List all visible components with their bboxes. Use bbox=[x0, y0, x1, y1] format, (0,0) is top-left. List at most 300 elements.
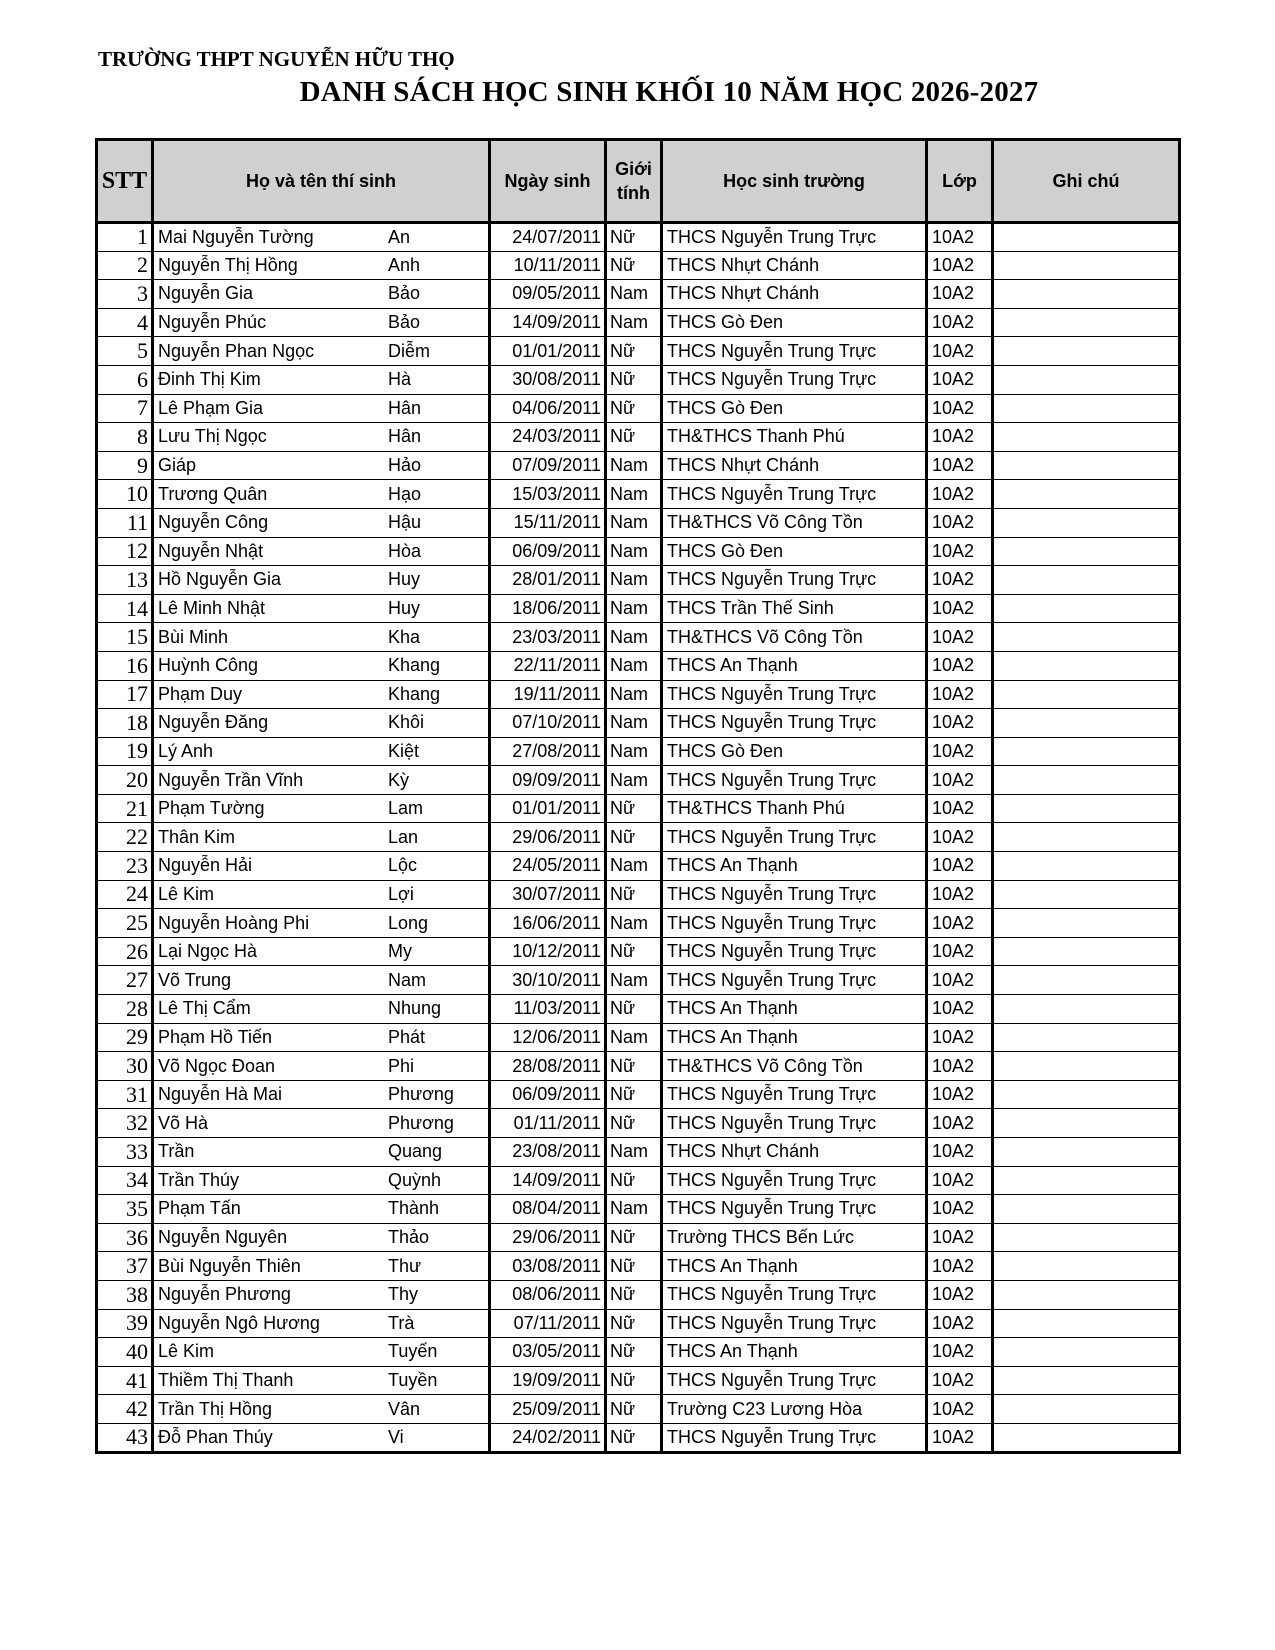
cell-class: 10A2 bbox=[927, 566, 993, 595]
cell-school: TH&THCS Thanh Phú bbox=[662, 423, 927, 452]
cell-class: 10A2 bbox=[927, 794, 993, 823]
table-row bbox=[97, 223, 1180, 252]
table-row bbox=[97, 766, 1180, 795]
student-table bbox=[95, 138, 1181, 1454]
cell-last-name: Trương Quân bbox=[158, 483, 268, 504]
cell-name bbox=[153, 280, 490, 309]
cell-school: THCS An Thạnh bbox=[662, 995, 927, 1024]
table-row bbox=[97, 852, 1180, 881]
cell-last-name: Nguyễn Phương bbox=[158, 1284, 291, 1305]
cell-dob: 01/11/2011 bbox=[490, 1109, 606, 1138]
cell-stt: 23 bbox=[97, 852, 153, 881]
table-row bbox=[97, 1052, 1180, 1081]
cell-name bbox=[153, 594, 490, 623]
cell-class: 10A2 bbox=[927, 995, 993, 1024]
cell-last-name: Giáp bbox=[158, 455, 197, 476]
cell-first-name: Phi bbox=[388, 1055, 415, 1076]
cell-sex: Nữ bbox=[606, 823, 662, 852]
cell-school: TH&THCS Võ Công Tồn bbox=[662, 1052, 927, 1081]
cell-school: THCS Nguyễn Trung Trực bbox=[662, 566, 927, 595]
cell-first-name: Hòa bbox=[388, 540, 422, 561]
cell-first-name: Hà bbox=[388, 369, 412, 390]
cell-school: THCS Nguyễn Trung Trực bbox=[662, 709, 927, 738]
cell-first-name: Thành bbox=[388, 1198, 440, 1219]
cell-sex: Nữ bbox=[606, 880, 662, 909]
table-row bbox=[97, 480, 1180, 509]
cell-stt: 6 bbox=[97, 365, 153, 394]
cell-sex: Nữ bbox=[606, 1280, 662, 1309]
cell-school: THCS Nguyễn Trung Trực bbox=[662, 1309, 927, 1338]
cell-class: 10A2 bbox=[927, 651, 993, 680]
table-row bbox=[97, 365, 1180, 394]
header-stt: STT bbox=[97, 140, 153, 223]
cell-school: THCS Gò Đen bbox=[662, 308, 927, 337]
table-header-row bbox=[97, 140, 1180, 223]
cell-last-name: Nguyễn Phúc bbox=[158, 312, 267, 333]
table-row bbox=[97, 880, 1180, 909]
table-row bbox=[97, 566, 1180, 595]
cell-school: THCS Nguyễn Trung Trực bbox=[662, 1423, 927, 1452]
cell-stt: 34 bbox=[97, 1166, 153, 1195]
cell-sex: Nam bbox=[606, 709, 662, 738]
cell-first-name: Lam bbox=[388, 798, 424, 819]
cell-name bbox=[153, 1366, 490, 1395]
header-sex: Giới tính bbox=[606, 140, 662, 223]
cell-dob: 18/06/2011 bbox=[490, 594, 606, 623]
cell-school: THCS Nguyễn Trung Trực bbox=[662, 1166, 927, 1195]
cell-school: THCS An Thạnh bbox=[662, 1252, 927, 1281]
cell-last-name: Hồ Nguyễn Gia bbox=[158, 569, 282, 590]
cell-sex: Nữ bbox=[606, 337, 662, 366]
cell-first-name: Kha bbox=[388, 626, 421, 647]
cell-first-name: Vân bbox=[388, 1398, 421, 1419]
cell-name bbox=[153, 480, 490, 509]
cell-last-name: Nguyễn Nguyên bbox=[158, 1227, 288, 1248]
cell-stt: 26 bbox=[97, 937, 153, 966]
cell-school: THCS Nguyễn Trung Trực bbox=[662, 823, 927, 852]
cell-last-name: Lê Phạm Gia bbox=[158, 397, 264, 418]
cell-sex: Nam bbox=[606, 852, 662, 881]
cell-first-name: Hân bbox=[388, 426, 422, 447]
cell-stt: 40 bbox=[97, 1338, 153, 1367]
cell-school: THCS Nhựt Chánh bbox=[662, 1138, 927, 1167]
cell-dob: 15/11/2011 bbox=[490, 508, 606, 537]
cell-note bbox=[993, 766, 1180, 795]
cell-note bbox=[993, 680, 1180, 709]
cell-sex: Nữ bbox=[606, 423, 662, 452]
cell-note bbox=[993, 794, 1180, 823]
cell-note bbox=[993, 1195, 1180, 1224]
cell-stt: 3 bbox=[97, 280, 153, 309]
cell-last-name: Đinh Thị Kim bbox=[158, 369, 261, 390]
cell-name bbox=[153, 937, 490, 966]
cell-note bbox=[993, 394, 1180, 423]
cell-last-name: Nguyễn Hải bbox=[158, 855, 253, 876]
cell-last-name: Thân Kim bbox=[158, 826, 236, 847]
cell-school: THCS Nguyễn Trung Trực bbox=[662, 766, 927, 795]
cell-last-name: Lê Kim bbox=[158, 883, 215, 904]
cell-sex: Nam bbox=[606, 766, 662, 795]
cell-dob: 23/03/2011 bbox=[490, 623, 606, 652]
cell-school: THCS Nguyễn Trung Trực bbox=[662, 1109, 927, 1138]
cell-last-name: Lê Minh Nhật bbox=[158, 598, 266, 619]
cell-sex: Nam bbox=[606, 651, 662, 680]
cell-first-name: Hân bbox=[388, 397, 422, 418]
cell-class: 10A2 bbox=[927, 823, 993, 852]
cell-class: 10A2 bbox=[927, 1023, 993, 1052]
cell-class: 10A2 bbox=[927, 1309, 993, 1338]
cell-stt: 7 bbox=[97, 394, 153, 423]
cell-school: THCS Nguyễn Trung Trực bbox=[662, 1195, 927, 1224]
document-title: DANH SÁCH HỌC SINH KHỐI 10 NĂM HỌC 2026-2027 bbox=[299, 76, 1039, 108]
cell-school: THCS An Thạnh bbox=[662, 1338, 927, 1367]
cell-stt: 19 bbox=[97, 737, 153, 766]
cell-last-name: Trần Thị Hồng bbox=[158, 1398, 273, 1419]
cell-last-name: Phạm Hồ Tiến bbox=[158, 1026, 273, 1047]
cell-name bbox=[153, 1309, 490, 1338]
cell-class: 10A2 bbox=[927, 423, 993, 452]
table-row bbox=[97, 1109, 1180, 1138]
cell-sex: Nam bbox=[606, 737, 662, 766]
cell-note bbox=[993, 852, 1180, 881]
header-name: Họ và tên thí sinh bbox=[153, 140, 490, 223]
table-row bbox=[97, 1023, 1180, 1052]
cell-note bbox=[993, 223, 1180, 252]
cell-last-name: Nguyễn Nhật bbox=[158, 540, 264, 561]
cell-dob: 24/07/2011 bbox=[490, 223, 606, 252]
cell-stt: 9 bbox=[97, 451, 153, 480]
cell-class: 10A2 bbox=[927, 680, 993, 709]
cell-class: 10A2 bbox=[927, 337, 993, 366]
cell-stt: 14 bbox=[97, 594, 153, 623]
cell-stt: 24 bbox=[97, 880, 153, 909]
cell-first-name: Phương bbox=[388, 1084, 454, 1105]
cell-class: 10A2 bbox=[927, 223, 993, 252]
cell-dob: 06/09/2011 bbox=[490, 1080, 606, 1109]
cell-sex: Nữ bbox=[606, 365, 662, 394]
cell-first-name: Hậu bbox=[388, 512, 422, 533]
cell-sex: Nam bbox=[606, 308, 662, 337]
cell-name bbox=[153, 623, 490, 652]
cell-last-name: Lê Kim bbox=[158, 1341, 215, 1362]
cell-name bbox=[153, 508, 490, 537]
cell-dob: 28/08/2011 bbox=[490, 1052, 606, 1081]
cell-note bbox=[993, 995, 1180, 1024]
cell-name bbox=[153, 394, 490, 423]
cell-note bbox=[993, 880, 1180, 909]
cell-class: 10A2 bbox=[927, 880, 993, 909]
cell-class: 10A2 bbox=[927, 909, 993, 938]
table-row bbox=[97, 1395, 1180, 1424]
cell-note bbox=[993, 508, 1180, 537]
cell-last-name: Phạm Tấn bbox=[158, 1198, 241, 1219]
cell-dob: 07/10/2011 bbox=[490, 709, 606, 738]
cell-stt: 20 bbox=[97, 766, 153, 795]
cell-first-name: Tuyền bbox=[388, 1370, 438, 1391]
cell-sex: Nam bbox=[606, 594, 662, 623]
cell-note bbox=[993, 1252, 1180, 1281]
table-row bbox=[97, 1080, 1180, 1109]
cell-sex: Nam bbox=[606, 566, 662, 595]
cell-sex: Nam bbox=[606, 480, 662, 509]
cell-sex: Nam bbox=[606, 680, 662, 709]
cell-note bbox=[993, 280, 1180, 309]
cell-note bbox=[993, 451, 1180, 480]
table-row bbox=[97, 1223, 1180, 1252]
cell-stt: 12 bbox=[97, 537, 153, 566]
cell-school: THCS Gò Đen bbox=[662, 394, 927, 423]
cell-first-name: Huy bbox=[388, 569, 421, 590]
cell-note bbox=[993, 651, 1180, 680]
cell-stt: 28 bbox=[97, 995, 153, 1024]
cell-first-name: Anh bbox=[388, 254, 421, 275]
table-row bbox=[97, 594, 1180, 623]
cell-stt: 30 bbox=[97, 1052, 153, 1081]
cell-first-name: Thư bbox=[388, 1255, 422, 1276]
cell-last-name: Nguyễn Hà Mai bbox=[158, 1084, 283, 1105]
cell-dob: 08/06/2011 bbox=[490, 1280, 606, 1309]
table-row bbox=[97, 1309, 1180, 1338]
table-row bbox=[97, 280, 1180, 309]
table-row bbox=[97, 1252, 1180, 1281]
cell-stt: 32 bbox=[97, 1109, 153, 1138]
cell-dob: 03/05/2011 bbox=[490, 1338, 606, 1367]
cell-sex: Nữ bbox=[606, 394, 662, 423]
cell-school: TH&THCS Thanh Phú bbox=[662, 794, 927, 823]
cell-name bbox=[153, 995, 490, 1024]
cell-name bbox=[153, 1223, 490, 1252]
cell-class: 10A2 bbox=[927, 537, 993, 566]
cell-sex: Nam bbox=[606, 909, 662, 938]
cell-note bbox=[993, 1023, 1180, 1052]
cell-dob: 07/09/2011 bbox=[490, 451, 606, 480]
cell-name bbox=[153, 308, 490, 337]
cell-note bbox=[993, 1223, 1180, 1252]
cell-sex: Nữ bbox=[606, 794, 662, 823]
cell-stt: 37 bbox=[97, 1252, 153, 1281]
cell-school: THCS Nguyễn Trung Trực bbox=[662, 480, 927, 509]
cell-last-name: Võ Ngọc Đoan bbox=[158, 1055, 276, 1076]
cell-class: 10A2 bbox=[927, 737, 993, 766]
cell-last-name: Võ Trung bbox=[158, 969, 232, 990]
cell-first-name: Khang bbox=[388, 683, 441, 704]
cell-stt: 21 bbox=[97, 794, 153, 823]
cell-note bbox=[993, 537, 1180, 566]
cell-stt: 35 bbox=[97, 1195, 153, 1224]
header-class: Lớp bbox=[927, 140, 993, 223]
cell-last-name: Mai Nguyễn Tường bbox=[158, 226, 314, 247]
cell-stt: 16 bbox=[97, 651, 153, 680]
table-row bbox=[97, 1138, 1180, 1167]
cell-class: 10A2 bbox=[927, 1138, 993, 1167]
table-row bbox=[97, 1366, 1180, 1395]
cell-note bbox=[993, 709, 1180, 738]
cell-dob: 09/05/2011 bbox=[490, 280, 606, 309]
cell-name bbox=[153, 223, 490, 252]
cell-first-name: Khang bbox=[388, 655, 441, 676]
cell-sex: Nữ bbox=[606, 223, 662, 252]
cell-note bbox=[993, 823, 1180, 852]
cell-class: 10A2 bbox=[927, 394, 993, 423]
cell-name bbox=[153, 1395, 490, 1424]
cell-name bbox=[153, 823, 490, 852]
cell-dob: 01/01/2011 bbox=[490, 337, 606, 366]
cell-sex: Nữ bbox=[606, 995, 662, 1024]
cell-last-name: Nguyễn Phan Ngọc bbox=[158, 340, 315, 361]
cell-class: 10A2 bbox=[927, 451, 993, 480]
cell-class: 10A2 bbox=[927, 508, 993, 537]
table-row bbox=[97, 1423, 1180, 1452]
table-row bbox=[97, 337, 1180, 366]
cell-stt: 27 bbox=[97, 966, 153, 995]
cell-first-name: My bbox=[388, 941, 412, 962]
cell-class: 10A2 bbox=[927, 1195, 993, 1224]
cell-sex: Nam bbox=[606, 1195, 662, 1224]
table-row bbox=[97, 995, 1180, 1024]
cell-school: TH&THCS Võ Công Tồn bbox=[662, 508, 927, 537]
cell-dob: 12/06/2011 bbox=[490, 1023, 606, 1052]
cell-last-name: Nguyễn Thị Hồng bbox=[158, 254, 298, 275]
cell-first-name: Bảo bbox=[388, 283, 421, 304]
cell-note bbox=[993, 365, 1180, 394]
cell-dob: 06/09/2011 bbox=[490, 537, 606, 566]
cell-class: 10A2 bbox=[927, 1223, 993, 1252]
cell-school: THCS Nhựt Chánh bbox=[662, 251, 927, 280]
cell-last-name: Lý Anh bbox=[158, 740, 214, 761]
cell-dob: 19/09/2011 bbox=[490, 1366, 606, 1395]
cell-note bbox=[993, 937, 1180, 966]
cell-school: THCS Trần Thế Sinh bbox=[662, 594, 927, 623]
cell-name bbox=[153, 451, 490, 480]
cell-first-name: Quỳnh bbox=[388, 1169, 442, 1190]
cell-school: THCS Nguyễn Trung Trực bbox=[662, 680, 927, 709]
cell-name bbox=[153, 966, 490, 995]
cell-dob: 22/11/2011 bbox=[490, 651, 606, 680]
cell-last-name: Nguyễn Công bbox=[158, 512, 269, 533]
cell-class: 10A2 bbox=[927, 251, 993, 280]
cell-class: 10A2 bbox=[927, 1166, 993, 1195]
cell-note bbox=[993, 1338, 1180, 1367]
table-row bbox=[97, 651, 1180, 680]
cell-stt: 8 bbox=[97, 423, 153, 452]
cell-school: TH&THCS Võ Công Tồn bbox=[662, 623, 927, 652]
cell-school: THCS Nguyễn Trung Trực bbox=[662, 909, 927, 938]
cell-dob: 10/12/2011 bbox=[490, 937, 606, 966]
cell-sex: Nữ bbox=[606, 251, 662, 280]
cell-stt: 33 bbox=[97, 1138, 153, 1167]
cell-sex: Nữ bbox=[606, 1309, 662, 1338]
cell-note bbox=[993, 737, 1180, 766]
table-row bbox=[97, 251, 1180, 280]
cell-school: THCS Nguyễn Trung Trực bbox=[662, 365, 927, 394]
cell-school: THCS Nguyễn Trung Trực bbox=[662, 937, 927, 966]
cell-stt: 1 bbox=[97, 223, 153, 252]
cell-dob: 29/06/2011 bbox=[490, 823, 606, 852]
cell-sex: Nam bbox=[606, 1023, 662, 1052]
cell-note bbox=[993, 1280, 1180, 1309]
cell-school: THCS Gò Đen bbox=[662, 537, 927, 566]
cell-sex: Nữ bbox=[606, 1166, 662, 1195]
cell-name bbox=[153, 766, 490, 795]
cell-name bbox=[153, 1080, 490, 1109]
cell-stt: 39 bbox=[97, 1309, 153, 1338]
cell-sex: Nam bbox=[606, 966, 662, 995]
cell-class: 10A2 bbox=[927, 1395, 993, 1424]
cell-note bbox=[993, 480, 1180, 509]
cell-stt: 31 bbox=[97, 1080, 153, 1109]
cell-dob: 29/06/2011 bbox=[490, 1223, 606, 1252]
cell-class: 10A2 bbox=[927, 1052, 993, 1081]
cell-stt: 29 bbox=[97, 1023, 153, 1052]
cell-first-name: Kiệt bbox=[388, 740, 420, 761]
cell-sex: Nam bbox=[606, 280, 662, 309]
cell-last-name: Phạm Tường bbox=[158, 798, 265, 819]
table-row bbox=[97, 737, 1180, 766]
cell-note bbox=[993, 623, 1180, 652]
cell-dob: 11/03/2011 bbox=[490, 995, 606, 1024]
cell-class: 10A2 bbox=[927, 1423, 993, 1452]
cell-last-name: Lưu Thị Ngọc bbox=[158, 426, 267, 447]
cell-class: 10A2 bbox=[927, 937, 993, 966]
cell-note bbox=[993, 966, 1180, 995]
cell-note bbox=[993, 1366, 1180, 1395]
table-row bbox=[97, 451, 1180, 480]
table-row bbox=[97, 709, 1180, 738]
table-row bbox=[97, 937, 1180, 966]
cell-note bbox=[993, 308, 1180, 337]
cell-stt: 4 bbox=[97, 308, 153, 337]
cell-school: THCS Nhựt Chánh bbox=[662, 280, 927, 309]
cell-dob: 16/06/2011 bbox=[490, 909, 606, 938]
cell-sex: Nam bbox=[606, 1138, 662, 1167]
cell-class: 10A2 bbox=[927, 966, 993, 995]
cell-name bbox=[153, 794, 490, 823]
header-dob: Ngày sinh bbox=[490, 140, 606, 223]
cell-school: Trường C23 Lương Hòa bbox=[662, 1395, 927, 1424]
cell-name bbox=[153, 365, 490, 394]
cell-name bbox=[153, 1423, 490, 1452]
cell-last-name: Võ Hà bbox=[158, 1112, 209, 1133]
table-row bbox=[97, 1338, 1180, 1367]
cell-school: THCS An Thạnh bbox=[662, 1023, 927, 1052]
cell-note bbox=[993, 1109, 1180, 1138]
cell-dob: 25/09/2011 bbox=[490, 1395, 606, 1424]
cell-sex: Nữ bbox=[606, 1395, 662, 1424]
cell-first-name: Lộc bbox=[388, 855, 418, 876]
cell-stt: 36 bbox=[97, 1223, 153, 1252]
cell-name bbox=[153, 737, 490, 766]
cell-first-name: Lợi bbox=[388, 883, 414, 904]
header-note: Ghi chú bbox=[993, 140, 1180, 223]
cell-stt: 25 bbox=[97, 909, 153, 938]
cell-first-name: Kỳ bbox=[388, 769, 410, 790]
cell-sex: Nam bbox=[606, 451, 662, 480]
cell-stt: 17 bbox=[97, 680, 153, 709]
cell-last-name: Bùi Nguyễn Thiên bbox=[158, 1255, 301, 1276]
cell-stt: 38 bbox=[97, 1280, 153, 1309]
cell-school: THCS Nguyễn Trung Trực bbox=[662, 966, 927, 995]
cell-first-name: Thảo bbox=[388, 1227, 430, 1248]
cell-name bbox=[153, 537, 490, 566]
cell-note bbox=[993, 251, 1180, 280]
cell-last-name: Huỳnh Công bbox=[158, 655, 259, 676]
table-row bbox=[97, 794, 1180, 823]
cell-name bbox=[153, 1052, 490, 1081]
cell-sex: Nữ bbox=[606, 1080, 662, 1109]
cell-class: 10A2 bbox=[927, 709, 993, 738]
cell-first-name: Diễm bbox=[388, 340, 431, 361]
header-school: Học sinh trường bbox=[662, 140, 927, 223]
